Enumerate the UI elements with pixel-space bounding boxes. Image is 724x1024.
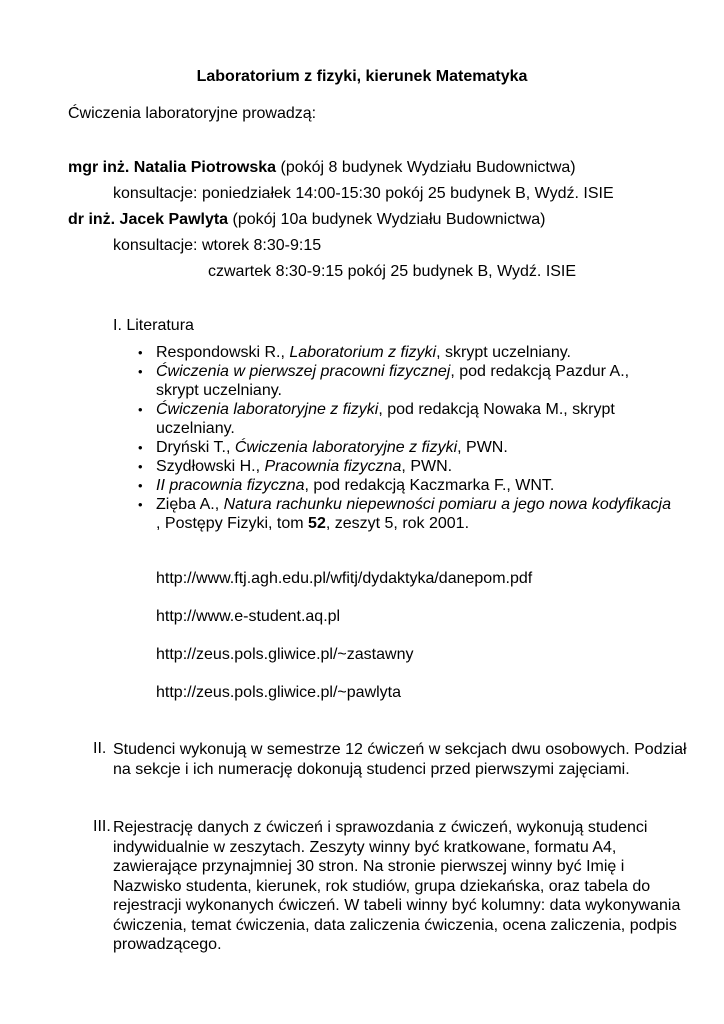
page-title: Laboratorium z fizyki, kierunek Matematyka [196, 68, 528, 85]
section-3 [93, 818, 693, 955]
instructor-2-room: (pokój 10a budynek Wydziału Budownictwa) [228, 211, 546, 228]
section-2-number: II. [93, 740, 107, 757]
instructor-2-consult-2: czwartek 8:30-9:15 pokój 25 budynek B, Wydź. ISIE [208, 263, 577, 280]
bullet-icon: • [138, 402, 143, 417]
literature-list [138, 343, 676, 533]
bullet-icon: • [138, 478, 143, 493]
instructor-2 [68, 210, 545, 230]
literature-heading: I. Literatura [113, 317, 194, 334]
link-ftj[interactable]: http://www.ftj.agh.edu.pl/wfitj/dydaktyka/danepom.pdf [156, 570, 533, 587]
intro-text: Ćwiczenia laboratoryjne prowadzą: [68, 105, 317, 122]
section-3-number: III. [93, 818, 111, 835]
bullet-icon: • [138, 497, 143, 512]
bullet-icon: • [138, 345, 143, 360]
instructor-2-name: dr inż. Jacek Pawlyta [68, 211, 229, 228]
list-item: • Zięba A., Natura rachunku niepewności pomiaru a jego nowa kodyfikacja , Postępy Fizyki, tom 52, zeszyt 5, rok 2001. [138, 496, 671, 532]
list-item: • II pracownia fizyczna, pod redakcją Kaczmarka F., WNT. [138, 477, 555, 494]
bullet-icon: • [138, 459, 143, 474]
list-item: • Szydłowski H., Pracownia fizyczna, PWN. [138, 458, 453, 475]
instructor-2-consult: konsultacje: wtorek 8:30-9:15 [113, 237, 322, 254]
list-item: • Respondowski R., Laboratorium z fizyki, skrypt uczelniany. [138, 344, 571, 361]
instructor-1-name: mgr inż. Natalia Piotrowska [68, 159, 277, 176]
link-zastawny[interactable]: http://zeus.pols.gliwice.pl/~zastawny [156, 646, 414, 663]
instructor-1 [68, 158, 576, 178]
instructor-1-room: (pokój 8 budynek Wydziału Budownictwa) [276, 159, 576, 176]
link-e-student[interactable]: http://www.e-student.aq.pl [156, 608, 341, 625]
bullet-icon: • [138, 440, 143, 455]
link-pawlyta[interactable]: http://zeus.pols.gliwice.pl/~pawlyta [156, 684, 402, 701]
list-item: • Ćwiczenia w pierwszej pracowni fizycznej, pod redakcją Pazdur A., skrypt uczelniany. [138, 363, 630, 399]
section-2 [93, 740, 693, 779]
section-2-text: Studenci wykonują w semestrze 12 ćwiczeń w sekcjach dwu osobowych. Podział na sekcje i ich numerację dokonują studenci przed pierwszymi zajęciami. [113, 741, 687, 778]
section-3-text: Rejestrację danych z ćwiczeń i sprawozdania z ćwiczeń, wykonują studenci indywidualnie w zeszytach. Zeszyty winny być kratkowane, formatu A4, zawierające przynajmniej 30 stron. Na stronie pierwszej winny być Imię i Nazwisko studenta, kierunek, rok studiów, grupa dziekańska, oraz tabela do rejestracji wykonanych ćwiczeń. W tabeli winny być kolumny: data wykonywania ćwiczenia, temat ćwiczenia, data zaliczenia ćwiczenia, ocena zaliczenia, podpis prowadzącego. [113, 819, 681, 953]
list-item: • Ćwiczenia laboratoryjne z fizyki, pod redakcją Nowaka M., skrypt uczelniany. [138, 401, 615, 437]
bullet-icon: • [138, 364, 143, 379]
list-item: • Dryński T., Ćwiczenia laboratoryjne z fizyki, PWN. [138, 439, 508, 456]
instructor-1-consult: konsultacje: poniedziałek 14:00-15:30 pokój 25 budynek B, Wydź. ISIE [113, 185, 614, 202]
link-list [156, 569, 532, 721]
